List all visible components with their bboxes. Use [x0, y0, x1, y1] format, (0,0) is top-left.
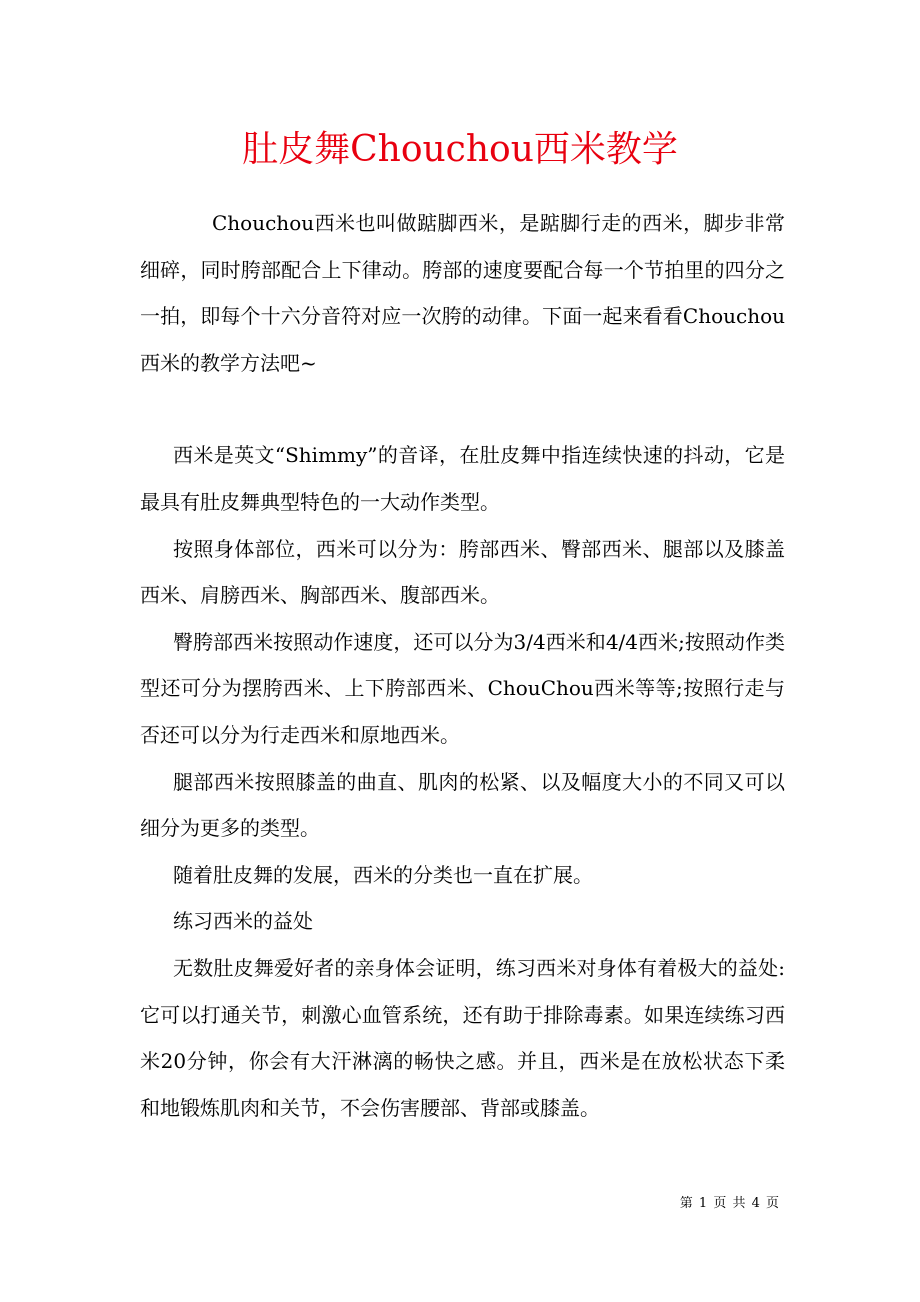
- document-body: [140, 200, 785, 1131]
- paragraph-body-parts: 按照身体部位，西米可以分为：胯部西米、臀部西米、腿部以及膝盖西米、肩膀西米、胸部西米、腹部西米。: [140, 536, 785, 608]
- paragraph-hip-shimmy-types: 臀胯部西米按照动作速度，还可以分为3/4西米和4/4西米;按照动作类型还可分为摆胯西米、上下胯部西米、ChouChou西米等等;按照行走与否还可以分为行走西米和原地西米。: [140, 629, 785, 747]
- page-number-footer: 第 1 页 共 4 页: [679, 1196, 780, 1211]
- paragraph-benefits: 无数肚皮舞爱好者的亲身体会证明，练习西米对身体有着极大的益处:它可以打通关节，刺激心血管系统，还有助于排除毒素。如果连续练习西米20分钟，你会有大汗淋漓的畅快之感。并且，西米是在放松状态下柔和地锻炼肌肉和关节，不会伤害腰部、背部或膝盖。: [140, 955, 785, 1120]
- paragraph-shimmy-definition: 西米是英文“Shimmy”的音译，在肚皮舞中指连续快速的抖动，它是最具有肚皮舞典型特色的一大动作类型。: [140, 443, 785, 514]
- paragraph-gap: [140, 386, 785, 432]
- document-title: 肚皮舞Chouchou西米教学: [242, 129, 678, 170]
- paragraph-intro: Chouchou西米也叫做踮脚西米，是踮脚行走的西米，脚步非常细碎，同时胯部配合上下律动。胯部的速度要配合每一个节拍里的四分之一拍，即每个十六分音符对应一次胯的动律。下面一起来看看Chouchou西米的教学方法吧~: [140, 211, 785, 375]
- paragraph-leg-shimmy: 腿部西米按照膝盖的曲直、肌肉的松紧、以及幅度大小的不同又可以细分为更多的类型。: [140, 769, 785, 841]
- paragraph-development: 随着肚皮舞的发展，西米的分类也一直在扩展。: [173, 862, 593, 887]
- section-heading-benefits: 练习西米的益处: [173, 909, 313, 934]
